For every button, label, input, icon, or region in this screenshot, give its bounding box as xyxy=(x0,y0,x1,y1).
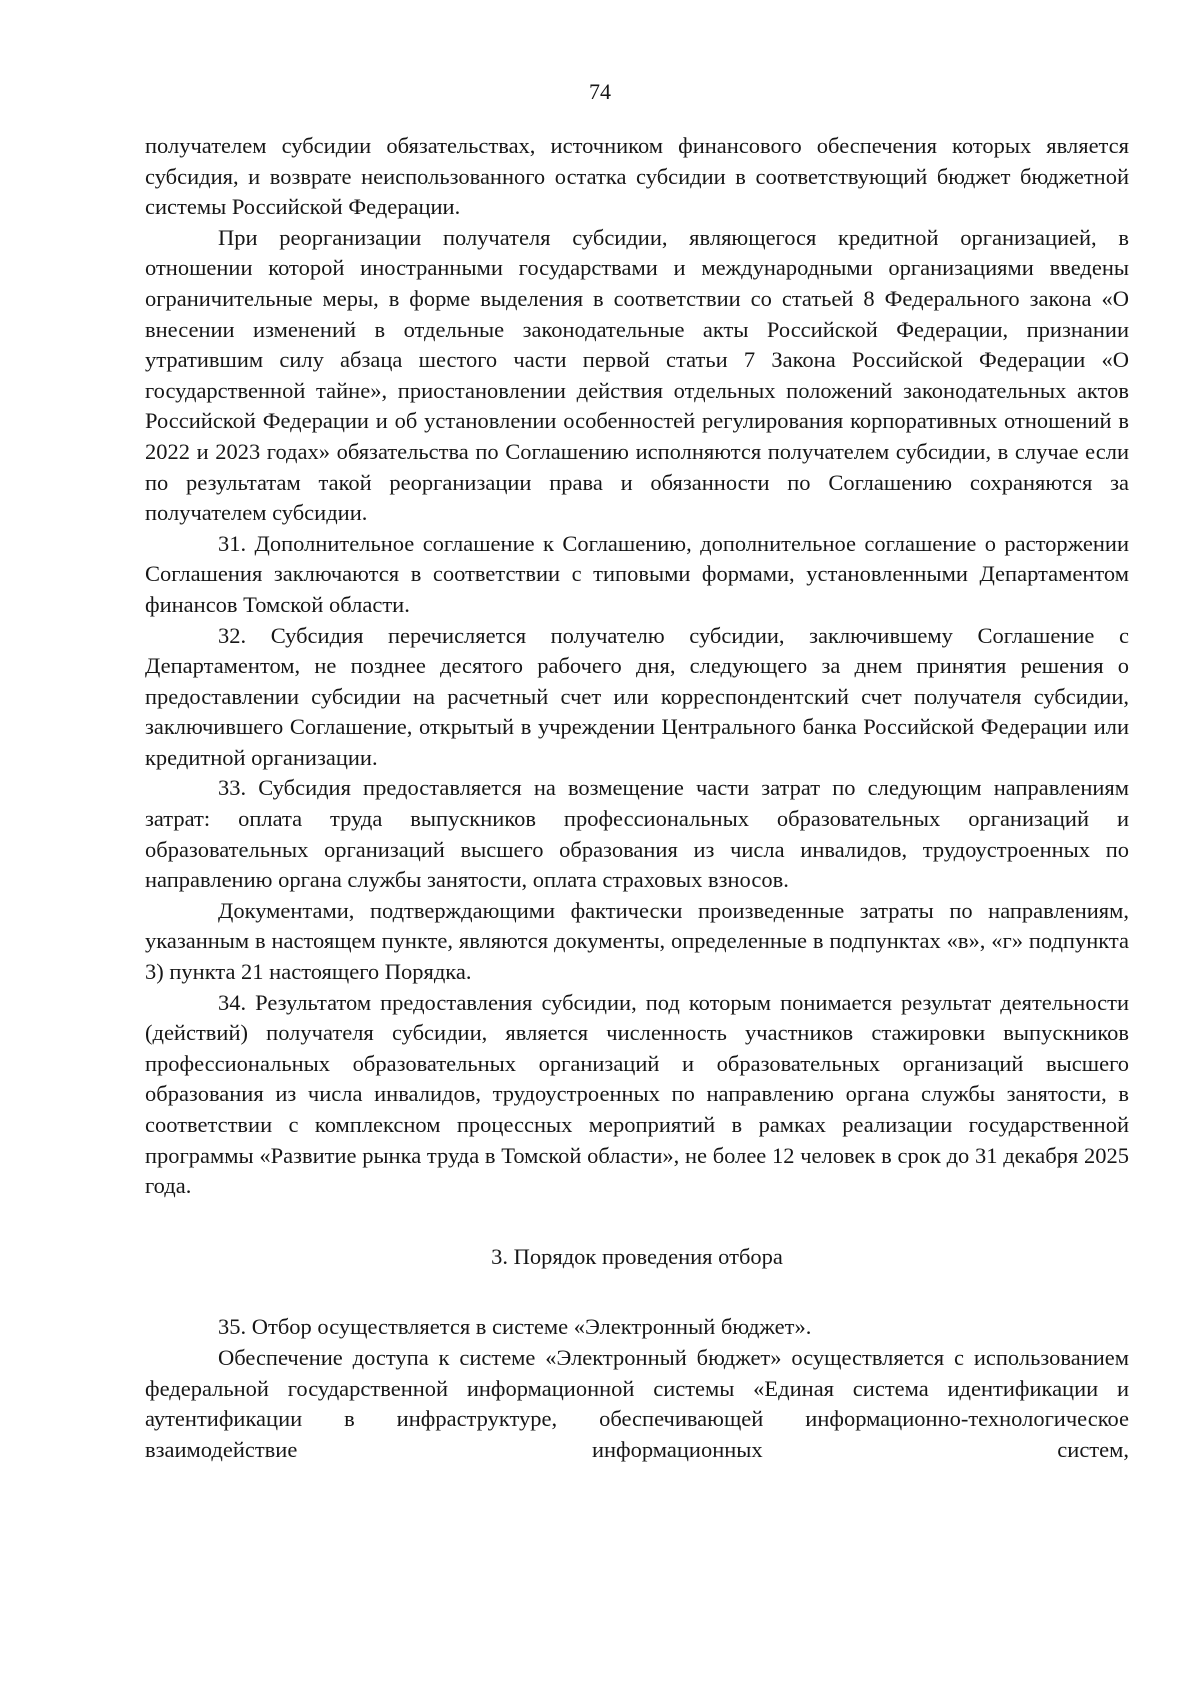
section-heading: 3. Порядок проведения отбора xyxy=(491,1243,783,1269)
paragraph-34: 34. Результатом предоставления субсидии, под которым понимается результат деятельности (действий) получателя субсидии, является численность участников стажировки выпускников профессиональных образовательных организаций и образовательных организаций высшего образования из числа инвалидов, трудоустроенных по направлению органа службы занятости, в соответствии с комплексном процессных мероприятий в рамках реализации государственной программы «Развитие рынка труда в Томской области», не более 12 человек в срок до 31 декабря 2025 года. xyxy=(145,989,1129,1199)
page-number: 74 xyxy=(589,79,611,104)
paragraph-32: 32. Субсидия перечисляется получателю субсидии, заключившему Соглашение с Департаментом, не позднее десятого рабочего дня, следующего за днем принятия решения о предоставлении субсидии на расчетный счет или корреспондентский счет получателя субсидии, заключившего Соглашение, открытый в учреждении Центрального банка Российской Федерации или кредитной организации. xyxy=(145,622,1129,770)
paragraph-35-access: Обеспечение доступа к системе «Электронный бюджет» осуществляется с использованием федеральной государственной информационной системы «Единая система идентификации и аутентификации в инфраструктуре, обеспечивающей информационно-технологическое взаимодействие информационных систем, xyxy=(145,1344,1129,1462)
paragraph-31: 31. Дополнительное соглашение к Соглашению, дополнительное соглашение о расторжении Соглашения заключаются в соответствии с типовыми формами, установленными Департаментом финансов Томской области. xyxy=(145,530,1129,617)
document-body xyxy=(145,131,1129,1465)
paragraph-33: 33. Субсидия предоставляется на возмещение части затрат по следующим направлениям затрат: оплата труда выпускников профессиональных образовательных организаций и образовательных организаций высшего образования из числа инвалидов, трудоустроенных по направлению органа службы занятости, оплата страховых взносов. xyxy=(145,775,1129,893)
paragraph-reorganization: При реорганизации получателя субсидии, являющегося кредитной организацией, в отношении которой иностранными государствами и международными организациями введены ограничительные меры, в форме выделения в соответствии со статьей 8 Федерального закона «О внесении изменений в отдельные законодательные акты Российской Федерации, признании утратившим силу абзаца шестого части первой статьи 7 Закона Российской Федерации «О государственной тайне», приостановлении действия отдельных положений законодательных актов Российской Федерации и об установлении особенностей регулирования корпоративных отношений в 2022 и 2023 годах» обязательства по Соглашению исполняются получателем субсидии, в случае если по результатам такой реорганизации права и обязанности по Соглашению сохраняются за получателем субсидии. xyxy=(145,224,1129,526)
paragraph-35: 35. Отбор осуществляется в системе «Электронный бюджет». xyxy=(218,1314,812,1340)
paragraph-continuation: получателем субсидии обязательствах, источником финансового обеспечения которых является субсидия, и возврате неиспользованного остатка субсидии в соответствующий бюджет бюджетной системы Российской Федерации. xyxy=(145,133,1129,220)
paragraph-33-documents: Документами, подтверждающими фактически произведенные затраты по направлениям, указанным в настоящем пункте, являются документы, определенные в подпунктах «в», «г» подпункта 3) пункта 21 настоящего Порядка. xyxy=(145,897,1129,985)
